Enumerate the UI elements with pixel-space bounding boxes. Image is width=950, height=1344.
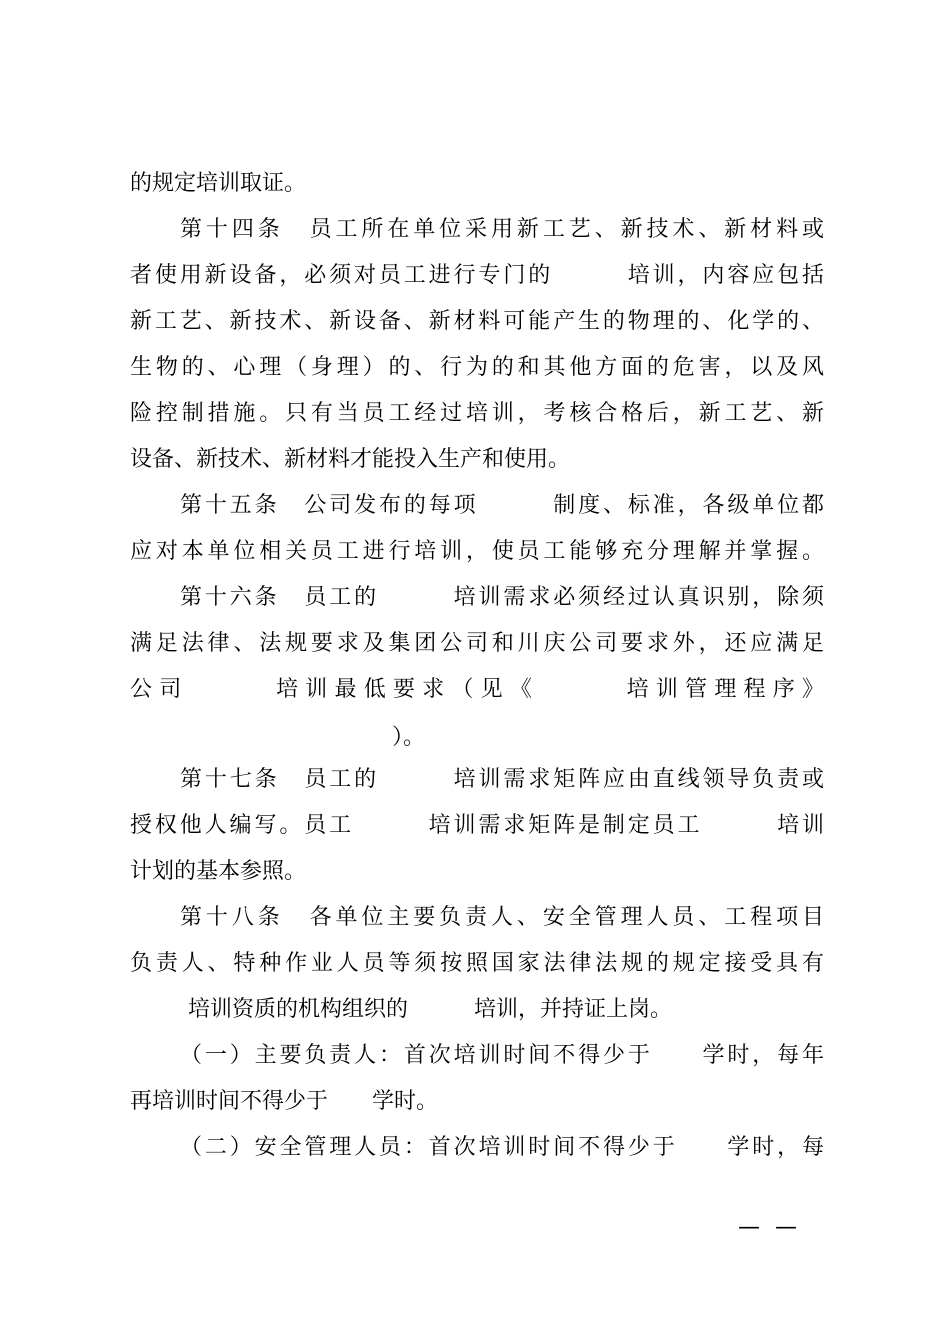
text-line: 者使用新设备，必须对员工进行专门的 培训，内容应包括 — [130, 263, 824, 288]
text-line: 的规定培训取证。 — [130, 171, 307, 196]
text-line: 应对本单位相关员工进行培训，使员工能够充分理解并掌握。 — [130, 539, 824, 564]
text-line: 授权他人编写。员工 培训需求矩阵是制定员工 培训 — [130, 813, 824, 838]
text-line: （一）主要负责人：首次培训时间不得少于 学时，每年 — [180, 1043, 824, 1068]
text-line: 第十四条 员工所在单位采用新工艺、新技术、新材料或 — [180, 217, 824, 242]
text-line: ）。 — [392, 725, 426, 750]
text-line: 再培训时间不得少于 学时。 — [130, 1089, 439, 1114]
text-line: 计划的基本参照。 — [130, 859, 307, 884]
text-line: 设备、新技术、新材料才能投入生产和使用。 — [130, 447, 571, 472]
text-line: 第十五条 公司发布的每项 制度、标准，各级单位都 — [180, 493, 824, 518]
text-line: 第十六条 员工的 培训需求必须经过认真识别，除须 — [180, 585, 824, 610]
text-line: 险控制措施。只有当员工经过培训，考核合格后，新工艺、新 — [130, 401, 824, 426]
text-line: 公司 培训最低要求（见《 培训管理程序》 — [130, 677, 824, 702]
text-line: 第十八条 各单位主要负责人、安全管理人员、工程项目 — [180, 905, 824, 930]
text-line: （二）安全管理人员：首次培训时间不得少于 学时，每 — [180, 1135, 824, 1160]
text-line: 生物的、心理（身理）的、行为的和其他方面的危害，以及风 — [130, 355, 824, 380]
page-number: — — — [738, 1215, 801, 1240]
text-line: 满足法律、法规要求及集团公司和川庆公司要求外，还应满足 — [130, 631, 824, 656]
text-line: 负责人、特种作业人员等须按照国家法律法规的规定接受具有 — [130, 951, 824, 976]
text-line: 第十七条 员工的 培训需求矩阵应由直线领导负责或 — [180, 767, 824, 792]
text-line: 培训资质的机构组织的 培训，并持证上岗。 — [188, 997, 673, 1022]
text-line: 新工艺、新技术、新设备、新材料可能产生的物理的、化学的、 — [130, 309, 824, 334]
